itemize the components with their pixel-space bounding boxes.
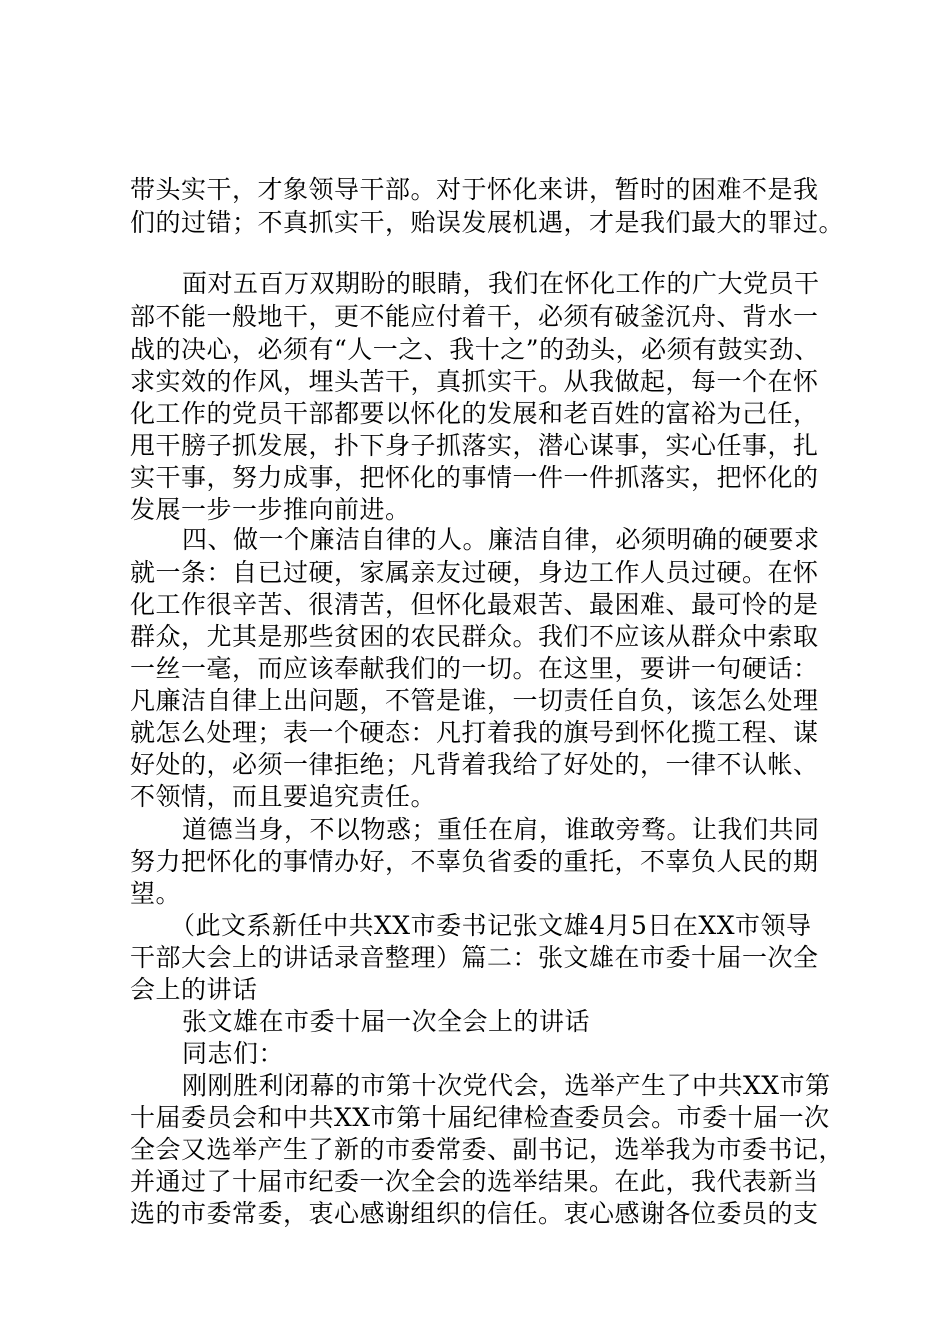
text-line: 不领情，而且要追究责任。 — [130, 782, 437, 811]
paragraph-first-line: 道德当身，不以物惑；重任在肩，谁敢旁骛。让我们共同 — [182, 815, 820, 844]
text-line: 带头实干，才象领导干部。对于怀化来讲，暂时的困难不是我 — [130, 175, 819, 204]
text-line: 十届委员会和中共XX市第十届纪律检查委员会。市委十届一次 — [130, 1103, 830, 1132]
text-line: 选的市委常委，衷心感谢组织的信任。衷心感谢各位委员的支 — [130, 1199, 819, 1228]
text-line: 全会又选举产生了新的市委常委、副书记，选举我为市委书记， — [130, 1135, 845, 1164]
text-line: 化工作很辛苦、很清苦，但怀化最艰苦、最困难、最可怜的是 — [130, 590, 819, 619]
paragraph-first-line: 刚刚胜利闭幕的市第十次党代会，选举产生了中共XX市第 — [182, 1071, 831, 1100]
section-title: 张文雄在市委十届一次全会上的讲话 — [182, 1007, 591, 1036]
paragraph-first-line: （此文系新任中共XX市委书记张文雄4月5日在XX市领导 — [170, 911, 812, 940]
text-line: 就一条：自已过硬，家属亲友过硬，身边工作人员过硬。在怀 — [130, 558, 819, 587]
text-line: 战的决心，必须有“人一之、我十之”的劲头，必须有鼓实劲、 — [130, 335, 820, 364]
salutation: 同志们： — [182, 1039, 285, 1068]
text-line: 并通过了十届市纪委一次全会的选举结果。在此，我代表新当 — [130, 1167, 819, 1196]
text-line: 甩干膀子抓发展，扑下身子抓落实，潜心谋事，实心任事，扎 — [130, 431, 819, 460]
text-line: 部不能一般地干，更不能应付着干，必须有破釜沉舟、背水一 — [130, 302, 819, 331]
text-line: 望。 — [130, 879, 182, 908]
text-line: 群众，尤其是那些贫困的农民群众。我们不应该从群众中索取 — [130, 622, 819, 651]
text-line: 凡廉洁自律上出问题，不管是谁，一切责任自负，该怎么处理 — [130, 686, 819, 715]
text-line: 努力把怀化的事情办好，不辜负省委的重托，不辜负人民的期 — [130, 847, 819, 876]
text-line: 好处的，必须一律拒绝；凡背着我给了好处的，一律不认帐、 — [130, 750, 819, 779]
paragraph-first-line: 面对五百万双期盼的眼睛，我们在怀化工作的广大党员干 — [182, 269, 820, 298]
text-line: 一丝一毫，而应该奉献我们的一切。在这里，要讲一句硬话： — [130, 654, 819, 683]
text-line: 求实效的作风，埋头苦干，真抓实干。从我做起，每一个在怀 — [130, 367, 819, 396]
paragraph-first-line: 四、做一个廉洁自律的人。廉洁自律，必须明确的硬要求 — [182, 525, 820, 554]
text-line: 们的过错；不真抓实干，贻误发展机遇，才是我们最大的罪过。 — [130, 208, 845, 237]
text-line: 发展一步一步推向前进。 — [130, 495, 411, 524]
text-line: 化工作的党员干部都要以怀化的发展和老百姓的富裕为己任， — [130, 399, 819, 428]
text-line: 就怎么处理；表一个硬态：凡打着我的旗号到怀化揽工程、谋 — [130, 718, 819, 747]
text-line: 干部大会上的讲话录音整理）篇二：张文雄在市委十届一次全 — [130, 943, 819, 972]
text-line: 会上的讲话 — [130, 975, 258, 1004]
text-line: 实干事，努力成事，把怀化的事情一件一件抓落实，把怀化的 — [130, 463, 819, 492]
